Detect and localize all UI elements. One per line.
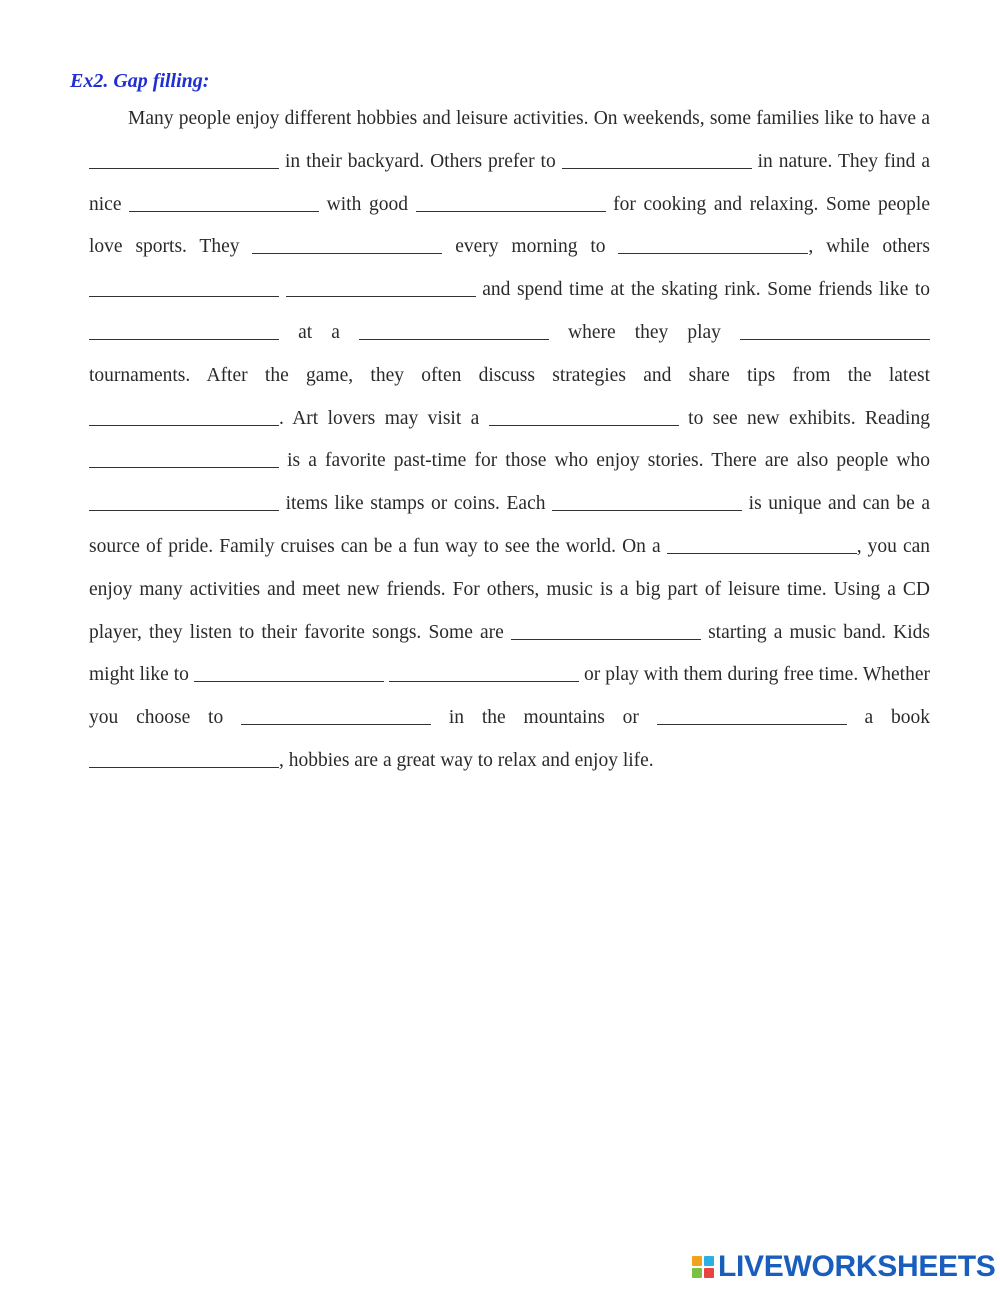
gap-22[interactable] (657, 702, 847, 725)
liveworksheets-logo (692, 1252, 996, 1282)
gap-7[interactable] (89, 274, 279, 297)
gap-16[interactable] (552, 488, 742, 511)
gap-1[interactable] (89, 146, 279, 169)
gap-21[interactable] (241, 702, 431, 725)
gap-17[interactable] (667, 531, 857, 554)
gap-12[interactable] (89, 403, 279, 426)
gap-10[interactable] (359, 317, 549, 340)
logo-wordmark: LIVEWORKSHEETS (718, 1250, 996, 1283)
logo-square-3 (692, 1268, 702, 1278)
gap-5[interactable] (252, 231, 442, 254)
gap-fill-passage: Many people enjoy different hobbies and leisure activities. On weekends, some families like to have a in their backyard. Others prefer to in nature. They find a nice with good for cooking and relaxing. Some people love sports. They every morning to , while others and spend time at the skating rink. Some friends like to at a where they play tournaments. After the game, they often discuss strategies and share tips from the latest . Art lovers may visit a to see new exhibits. Reading is a favorite past-time for those who enjoy stories. There are also people who items like stamps or coins. Each is unique and can be a source of pride. Family cruises can be a fun way to see the world. On a , you can enjoy many activities and meet new friends. For others, music is a big part of leisure time. Using a CD player, they listen to their favorite songs. Some are starting a music band. Kids might like to or play with them during free time. Whether you choose to in the mountains or a book , hobbies are a great way to relax and enjoy life. (89, 108, 931, 771)
gap-6[interactable] (618, 231, 808, 254)
gap-11[interactable] (740, 317, 930, 340)
gap-13[interactable] (489, 403, 679, 426)
gap-15[interactable] (89, 488, 279, 511)
gap-20[interactable] (389, 659, 579, 682)
exercise-title: Ex2. Gap filling: (70, 70, 210, 92)
gap-4[interactable] (416, 189, 606, 212)
gap-23[interactable] (89, 745, 279, 768)
gap-18[interactable] (511, 617, 701, 640)
gap-9[interactable] (89, 317, 279, 340)
gap-2[interactable] (562, 146, 752, 169)
liveworksheets-mark-icon (692, 1256, 714, 1278)
logo-square-1 (692, 1256, 702, 1266)
logo-square-4 (704, 1268, 714, 1278)
gap-19[interactable] (194, 659, 384, 682)
gap-8[interactable] (286, 274, 476, 297)
gap-14[interactable] (89, 445, 279, 468)
logo-square-2 (704, 1256, 714, 1266)
gap-3[interactable] (129, 189, 319, 212)
